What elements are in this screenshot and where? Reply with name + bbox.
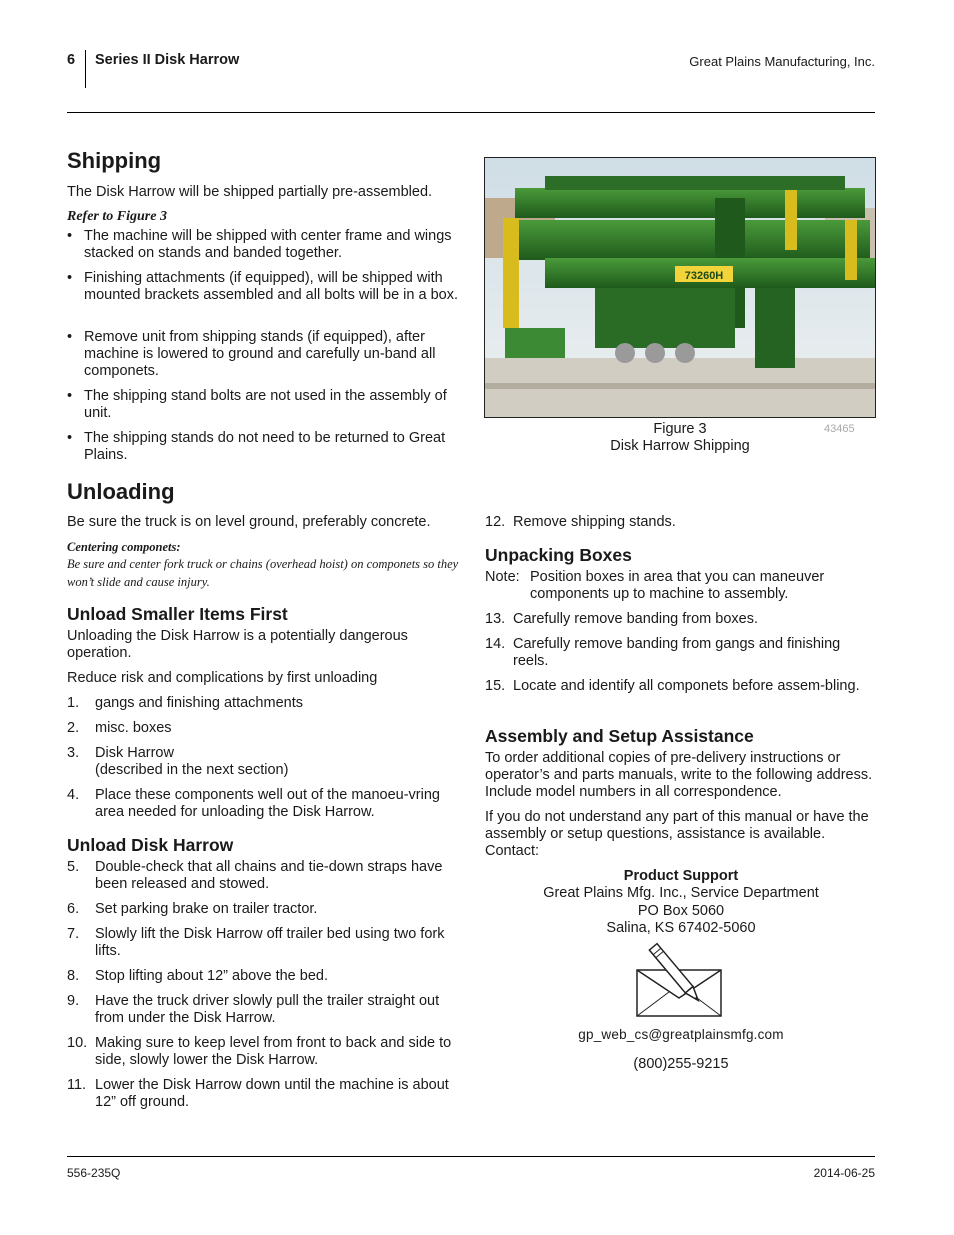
header-rule (67, 112, 875, 113)
list-item: 7. Slowly lift the Disk Harrow off trailer bed using two fork lifts. (67, 926, 445, 959)
list-item: 6. Set parking brake on trailer tractor. (67, 901, 318, 917)
unload-smaller-p2: Reduce risk and complications by first unloading (67, 670, 378, 686)
figure-number: Figure 3 (653, 421, 707, 437)
list-item: 11. Lower the Disk Harrow down until the machine is about 12” off ground. (67, 1077, 449, 1110)
footer-date: 2014-06-25 (813, 1166, 875, 1180)
shipping-heading: Shipping (67, 148, 162, 173)
safety-note-title: Centering componets: (67, 540, 181, 554)
list-item: 1. gangs and finishing attachments (67, 695, 303, 711)
shipping-bullet: • The machine will be shipped with center frame and wings stacked on stands and banded together. (67, 228, 452, 261)
shipping-bullet: • Finishing attachments (if equipped), will be shipped with mounted brackets assembled and all bolts will be in a box. (67, 270, 458, 303)
unpacking-heading: Unpacking Boxes (485, 545, 632, 565)
figure-id: 43465 (824, 423, 855, 435)
list-item: 4. Place these components well out of the manoeu-vring area needed for unloading the Disk Harrow. (67, 787, 440, 820)
unload-smaller-p1: Unloading the Disk Harrow is a potentially dangerous operation. (67, 628, 408, 661)
mail-icon (633, 942, 728, 1022)
list-item: 9. Have the truck driver slowly pull the trailer straight out from under the Disk Harrow. (67, 993, 440, 1026)
shipping-bullet: • The shipping stands do not need to be returned to Great Plains. (67, 430, 446, 463)
list-item: 2. misc. boxes (67, 720, 172, 736)
disk-harrow-illustration (485, 158, 875, 417)
footer-doc-number: 556-235Q (67, 1166, 121, 1180)
assistance-heading: Assembly and Setup Assistance (485, 726, 754, 746)
header-title: Series II Disk Harrow (95, 52, 240, 68)
list-item: 8. Stop lifting about 12” above the bed. (67, 968, 328, 984)
assistance-p1: To order additional copies of pre-delivery instructions or operator’s and parts manuals, write to the following address. Include model numbers in all correspondence. (485, 750, 873, 800)
shipping-intro: The Disk Harrow will be shipped partially pre-assembled. (67, 184, 433, 200)
unloading-intro: Be sure the truck is on level ground, preferably concrete. (67, 514, 431, 530)
list-item: 3. Disk Harrow (described in the next section) (67, 745, 289, 778)
header-divider (85, 50, 86, 88)
list-item: 5. Double-check that all chains and tie-down straps have been released and stowed. (67, 859, 443, 892)
unload-harrow-heading: Unload Disk Harrow (67, 835, 234, 855)
list-item: 15. Locate and identify all componets before assem-bling. (485, 678, 860, 694)
figure-3-photo (484, 157, 876, 418)
contact-line-1: Great Plains Mfg. Inc., Service Department (543, 885, 819, 901)
figure-caption: Disk Harrow Shipping (610, 438, 750, 454)
list-item: 14. Carefully remove banding from gangs and finishing reels. (485, 636, 841, 669)
header-company: Great Plains Manufacturing, Inc. (689, 54, 875, 69)
list-item: 12. Remove shipping stands. (485, 514, 676, 530)
contact-line-3: Salina, KS 67402-5060 (606, 920, 756, 936)
safety-note-body: Be sure and center fork truck or chains (overhead hoist) on componets so they won’t slide and cause injury. (67, 557, 459, 589)
support-phone[interactable]: (800)255-9215 (633, 1056, 729, 1072)
shipping-bullet: • The shipping stand bolts are not used in the assembly of unit. (67, 388, 447, 421)
assistance-p2: If you do not understand any part of this manual or have the assembly or setup questions, assistance is available. Contact: (485, 809, 869, 859)
contact-line-2: PO Box 5060 (637, 903, 725, 919)
unpacking-note: Note: Position boxes in area that you can maneuver components up to machine to assembly. (485, 569, 825, 602)
list-item: 10. Making sure to keep level from front to back and side to side, slowly lower the Disk Harrow. (67, 1035, 452, 1068)
unloading-heading: Unloading (67, 479, 175, 504)
footer-rule (67, 1156, 875, 1157)
contact-title: Product Support (623, 868, 739, 884)
support-email[interactable]: gp_web_cs@greatplainsmfg.com (578, 1027, 784, 1042)
unload-smaller-heading: Unload Smaller Items First (67, 604, 288, 624)
page-number: 6 (67, 52, 76, 68)
shipping-figure-reference: Refer to Figure 3 (67, 209, 167, 224)
list-item: 13. Carefully remove banding from boxes. (485, 611, 759, 627)
shipping-bullet: • Remove unit from shipping stands (if equipped), after machine is lowered to ground and carefully un-band all componets. (67, 329, 436, 379)
machine-model-decal: 73260H (684, 270, 724, 282)
